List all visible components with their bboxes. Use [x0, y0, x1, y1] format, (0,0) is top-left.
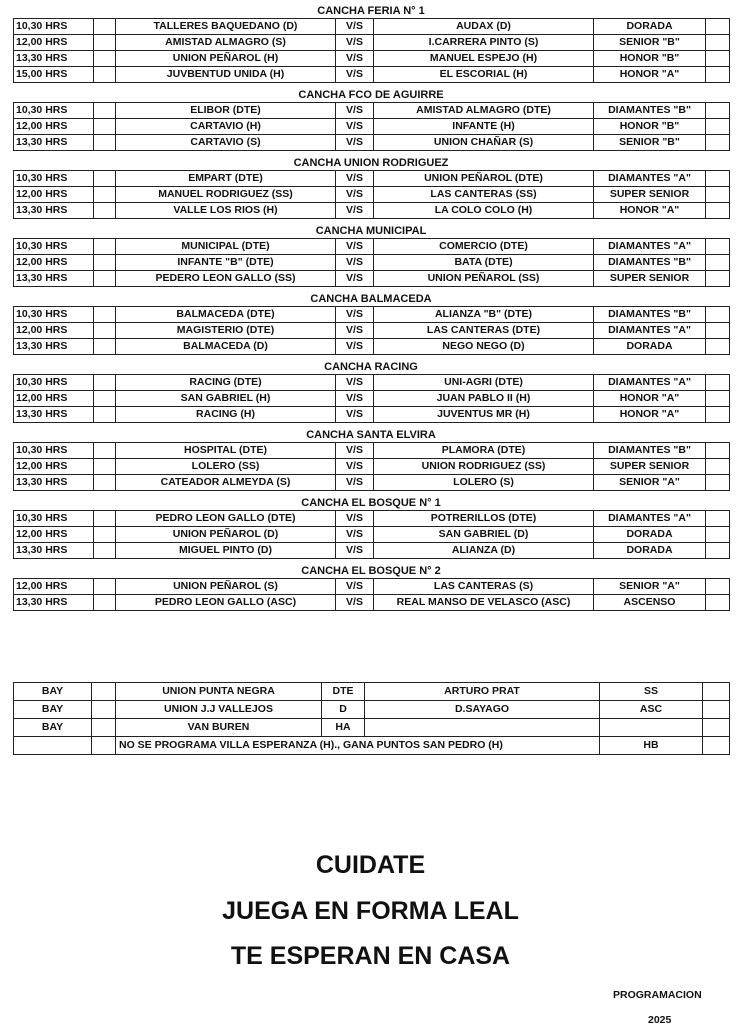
match-time: 15,00 HRS	[14, 67, 94, 83]
bay-category: HA	[322, 719, 365, 737]
blank-cell	[94, 103, 116, 119]
bay-code	[600, 719, 703, 737]
away-team: LAS CANTERAS (SS)	[374, 187, 594, 203]
versus: V/S	[336, 271, 374, 287]
home-team: RACING (H)	[116, 407, 336, 423]
match-row	[14, 339, 730, 355]
away-team: REAL MANSO DE VELASCO (ASC)	[374, 595, 594, 611]
court-title: CANCHA RACING	[324, 361, 418, 373]
home-team: EMPART (DTE)	[116, 171, 336, 187]
versus: V/S	[336, 459, 374, 475]
match-row	[14, 103, 730, 119]
blank-cell	[94, 67, 116, 83]
blank-cell	[706, 391, 730, 407]
blank-cell	[94, 51, 116, 67]
blank-cell	[706, 375, 730, 391]
home-team: PEDERO LEON GALLO (SS)	[116, 271, 336, 287]
blank-cell	[706, 239, 730, 255]
match-row	[14, 271, 730, 287]
blank-cell	[94, 475, 116, 491]
bay-section	[13, 682, 729, 755]
blank-cell	[14, 737, 92, 755]
match-row	[14, 67, 730, 83]
blank-cell	[92, 701, 116, 719]
category: HONOR "A"	[594, 407, 706, 423]
home-team: ELIBOR (DTE)	[116, 103, 336, 119]
blank-cell	[706, 271, 730, 287]
bay-other-team: ARTURO PRAT	[365, 683, 600, 701]
match-table	[13, 374, 730, 423]
versus: V/S	[336, 255, 374, 271]
bay-row	[14, 701, 730, 719]
away-team: UNION RODRIGUEZ (SS)	[374, 459, 594, 475]
match-time: 10,30 HRS	[14, 239, 94, 255]
category: HONOR "B"	[594, 51, 706, 67]
match-time: 12,00 HRS	[14, 255, 94, 271]
blank-cell	[706, 255, 730, 271]
match-table	[13, 578, 730, 611]
court-title: CANCHA FERIA N° 1	[317, 5, 425, 17]
home-team: UNION PEÑAROL (D)	[116, 527, 336, 543]
match-row	[14, 203, 730, 219]
court-section	[13, 292, 729, 355]
versus: V/S	[336, 323, 374, 339]
blank-cell	[92, 683, 116, 701]
bay-code: SS	[600, 683, 703, 701]
match-row	[14, 511, 730, 527]
away-team: I.CARRERA PINTO (S)	[374, 35, 594, 51]
match-time: 10,30 HRS	[14, 307, 94, 323]
versus: V/S	[336, 171, 374, 187]
footer-year: 2025	[648, 1014, 672, 1026]
category: DIAMANTES "B"	[594, 103, 706, 119]
match-row	[14, 307, 730, 323]
match-row	[14, 19, 730, 35]
bay-other-team: D.SAYAGO	[365, 701, 600, 719]
home-team: MIGUEL PINTO (D)	[116, 543, 336, 559]
versus: V/S	[336, 239, 374, 255]
match-row	[14, 375, 730, 391]
home-team: INFANTE "B" (DTE)	[116, 255, 336, 271]
blank-cell	[706, 35, 730, 51]
versus: V/S	[336, 35, 374, 51]
blank-cell	[706, 171, 730, 187]
blank-cell	[706, 443, 730, 459]
away-team: BATA (DTE)	[374, 255, 594, 271]
versus: V/S	[336, 543, 374, 559]
versus: V/S	[336, 203, 374, 219]
match-time: 13,30 HRS	[14, 135, 94, 151]
home-team: JUVBENTUD UNIDA (H)	[116, 67, 336, 83]
court-title: CANCHA EL BOSQUE N° 1	[301, 497, 441, 509]
blank-cell	[706, 67, 730, 83]
match-row	[14, 459, 730, 475]
match-row	[14, 171, 730, 187]
category: DIAMANTES "A"	[594, 323, 706, 339]
match-time: 13,30 HRS	[14, 595, 94, 611]
versus: V/S	[336, 187, 374, 203]
blank-cell	[706, 407, 730, 423]
court-title: CANCHA UNION RODRIGUEZ	[293, 157, 449, 169]
match-time: 13,30 HRS	[14, 543, 94, 559]
blank-cell	[706, 51, 730, 67]
match-time: 13,30 HRS	[14, 203, 94, 219]
away-team: INFANTE (H)	[374, 119, 594, 135]
away-team: COMERCIO (DTE)	[374, 239, 594, 255]
blank-cell	[706, 307, 730, 323]
home-team: AMISTAD ALMAGRO (S)	[116, 35, 336, 51]
match-time: 10,30 HRS	[14, 443, 94, 459]
blank-cell	[706, 475, 730, 491]
match-row	[14, 595, 730, 611]
blank-cell	[94, 135, 116, 151]
match-time: 10,30 HRS	[14, 171, 94, 187]
category: DIAMANTES "B"	[594, 443, 706, 459]
away-team: EL ESCORIAL (H)	[374, 67, 594, 83]
blank-cell	[703, 701, 730, 719]
category: ASCENSO	[594, 595, 706, 611]
match-time: 10,30 HRS	[14, 103, 94, 119]
versus: V/S	[336, 307, 374, 323]
court-title: CANCHA BALMACEDA	[310, 293, 432, 305]
category: DORADA	[594, 339, 706, 355]
home-team: UNION PEÑAROL (S)	[116, 579, 336, 595]
bay-team: UNION J.J VALLEJOS	[116, 701, 322, 719]
category: DIAMANTES "B"	[594, 307, 706, 323]
blank-cell	[92, 719, 116, 737]
court-section	[13, 156, 729, 219]
bay-team: UNION PUNTA NEGRA	[116, 683, 322, 701]
match-time: 12,00 HRS	[14, 187, 94, 203]
bay-label: BAY	[14, 683, 92, 701]
away-team: UNION PEÑAROL (SS)	[374, 271, 594, 287]
versus: V/S	[336, 375, 374, 391]
blank-cell	[94, 595, 116, 611]
match-row	[14, 51, 730, 67]
match-row	[14, 475, 730, 491]
away-team: NEGO NEGO (D)	[374, 339, 594, 355]
away-team: ALIANZA (D)	[374, 543, 594, 559]
home-team: CARTAVIO (H)	[116, 119, 336, 135]
blank-cell	[94, 255, 116, 271]
bay-category: DTE	[322, 683, 365, 701]
blank-cell	[706, 459, 730, 475]
blank-cell	[94, 391, 116, 407]
schedule	[13, 4, 729, 616]
match-row	[14, 579, 730, 595]
category: SENIOR "A"	[594, 579, 706, 595]
category: SUPER SENIOR	[594, 459, 706, 475]
blank-cell	[706, 579, 730, 595]
bay-table	[13, 682, 730, 755]
home-team: VALLE LOS RIOS (H)	[116, 203, 336, 219]
match-row	[14, 391, 730, 407]
blank-cell	[706, 527, 730, 543]
home-team: HOSPITAL (DTE)	[116, 443, 336, 459]
home-team: BALMACEDA (DTE)	[116, 307, 336, 323]
match-row	[14, 323, 730, 339]
versus: V/S	[336, 51, 374, 67]
match-time: 13,30 HRS	[14, 51, 94, 67]
blank-cell	[706, 595, 730, 611]
away-team: JUVENTUS MR (H)	[374, 407, 594, 423]
match-time: 13,30 HRS	[14, 475, 94, 491]
court-title: CANCHA SANTA ELVIRA	[306, 429, 436, 441]
blank-cell	[706, 119, 730, 135]
blank-cell	[703, 737, 730, 755]
home-team: CATEADOR ALMEYDA (S)	[116, 475, 336, 491]
blank-cell	[94, 579, 116, 595]
bay-note-row	[14, 737, 730, 755]
blank-cell	[94, 35, 116, 51]
home-team: MAGISTERIO (DTE)	[116, 323, 336, 339]
home-team: CARTAVIO (S)	[116, 135, 336, 151]
slogan-line-2: JUEGA EN FORMA LEAL	[222, 897, 519, 925]
blank-cell	[703, 719, 730, 737]
court-section	[13, 88, 729, 151]
match-time: 10,30 HRS	[14, 19, 94, 35]
away-team: AUDAX (D)	[374, 19, 594, 35]
category: SENIOR "A"	[594, 475, 706, 491]
blank-cell	[706, 511, 730, 527]
versus: V/S	[336, 511, 374, 527]
home-team: SAN GABRIEL (H)	[116, 391, 336, 407]
match-time: 10,30 HRS	[14, 375, 94, 391]
bay-note-code: HB	[600, 737, 703, 755]
match-row	[14, 119, 730, 135]
away-team: SAN GABRIEL (D)	[374, 527, 594, 543]
blank-cell	[706, 103, 730, 119]
bay-category: D	[322, 701, 365, 719]
match-row	[14, 443, 730, 459]
match-row	[14, 35, 730, 51]
blank-cell	[706, 323, 730, 339]
blank-cell	[94, 443, 116, 459]
versus: V/S	[336, 119, 374, 135]
match-time: 12,00 HRS	[14, 527, 94, 543]
blank-cell	[94, 187, 116, 203]
home-team: UNION PEÑAROL (H)	[116, 51, 336, 67]
home-team: TALLERES BAQUEDANO (D)	[116, 19, 336, 35]
category: DORADA	[594, 543, 706, 559]
match-row	[14, 543, 730, 559]
away-team: UNION PEÑAROL (DTE)	[374, 171, 594, 187]
court-title: CANCHA EL BOSQUE N° 2	[301, 565, 441, 577]
home-team: MUNICIPAL (DTE)	[116, 239, 336, 255]
away-team: UNI-AGRI (DTE)	[374, 375, 594, 391]
away-team: POTRERILLOS (DTE)	[374, 511, 594, 527]
away-team: MANUEL ESPEJO (H)	[374, 51, 594, 67]
blank-cell	[94, 307, 116, 323]
blank-cell	[703, 683, 730, 701]
blank-cell	[94, 375, 116, 391]
slogan-line-1: CUIDATE	[315, 851, 426, 879]
bay-label: BAY	[14, 701, 92, 719]
versus: V/S	[336, 475, 374, 491]
match-time: 12,00 HRS	[14, 119, 94, 135]
match-time: 12,00 HRS	[14, 391, 94, 407]
match-row	[14, 187, 730, 203]
versus: V/S	[336, 443, 374, 459]
blank-cell	[94, 339, 116, 355]
match-row	[14, 527, 730, 543]
match-time: 13,30 HRS	[14, 339, 94, 355]
match-row	[14, 135, 730, 151]
category: HONOR "A"	[594, 203, 706, 219]
match-time: 13,30 HRS	[14, 407, 94, 423]
home-team: LOLERO (SS)	[116, 459, 336, 475]
blank-cell	[706, 543, 730, 559]
home-team: BALMACEDA (D)	[116, 339, 336, 355]
away-team: ALIANZA "B" (DTE)	[374, 307, 594, 323]
versus: V/S	[336, 527, 374, 543]
slogan-line-3: TE ESPERAN EN CASA	[230, 942, 511, 970]
bay-team: VAN BUREN	[116, 719, 322, 737]
match-time: 12,00 HRS	[14, 35, 94, 51]
blank-cell	[94, 543, 116, 559]
blank-cell	[94, 407, 116, 423]
match-table	[13, 18, 730, 83]
category: HONOR "A"	[594, 67, 706, 83]
court-section	[13, 496, 729, 559]
blank-cell	[706, 339, 730, 355]
home-team: MANUEL RODRIGUEZ (SS)	[116, 187, 336, 203]
court-section	[13, 4, 729, 83]
blank-cell	[94, 271, 116, 287]
versus: V/S	[336, 135, 374, 151]
away-team: AMISTAD ALMAGRO (DTE)	[374, 103, 594, 119]
category: DIAMANTES "A"	[594, 511, 706, 527]
court-section	[13, 564, 729, 611]
category: SENIOR "B"	[594, 35, 706, 51]
category: DORADA	[594, 19, 706, 35]
category: HONOR "A"	[594, 391, 706, 407]
match-row	[14, 255, 730, 271]
versus: V/S	[336, 407, 374, 423]
court-section	[13, 224, 729, 287]
versus: V/S	[336, 67, 374, 83]
blank-cell	[92, 737, 116, 755]
blank-cell	[94, 239, 116, 255]
away-team: UNION CHAÑAR (S)	[374, 135, 594, 151]
away-team: LA COLO COLO (H)	[374, 203, 594, 219]
blank-cell	[706, 19, 730, 35]
match-table	[13, 442, 730, 491]
category: DIAMANTES "A"	[594, 239, 706, 255]
versus: V/S	[336, 103, 374, 119]
match-time: 12,00 HRS	[14, 459, 94, 475]
match-time: 10,30 HRS	[14, 511, 94, 527]
versus: V/S	[336, 391, 374, 407]
blank-cell	[94, 459, 116, 475]
bay-code: ASC	[600, 701, 703, 719]
away-team: JUAN PABLO II (H)	[374, 391, 594, 407]
away-team: PLAMORA (DTE)	[374, 443, 594, 459]
category: DIAMANTES "A"	[594, 375, 706, 391]
match-table	[13, 510, 730, 559]
category: DORADA	[594, 527, 706, 543]
away-team: LAS CANTERAS (S)	[374, 579, 594, 595]
blank-cell	[94, 171, 116, 187]
match-row	[14, 407, 730, 423]
blank-cell	[94, 527, 116, 543]
category: SENIOR "B"	[594, 135, 706, 151]
home-team: PEDRO LEON GALLO (ASC)	[116, 595, 336, 611]
home-team: RACING (DTE)	[116, 375, 336, 391]
match-time: 13,30 HRS	[14, 271, 94, 287]
category: DIAMANTES "B"	[594, 255, 706, 271]
bay-row	[14, 719, 730, 737]
match-table	[13, 102, 730, 151]
blank-cell	[706, 203, 730, 219]
court-section	[13, 428, 729, 491]
bay-row	[14, 683, 730, 701]
bay-note: NO SE PROGRAMA VILLA ESPERANZA (H)., GANA PUNTOS SAN PEDRO (H)	[116, 737, 600, 755]
match-table	[13, 306, 730, 355]
blank-cell	[94, 323, 116, 339]
category: SUPER SENIOR	[594, 271, 706, 287]
blank-cell	[94, 511, 116, 527]
match-time: 12,00 HRS	[14, 323, 94, 339]
blank-cell	[94, 19, 116, 35]
match-table	[13, 170, 730, 219]
home-team: PEDRO LEON GALLO (DTE)	[116, 511, 336, 527]
court-title: CANCHA FCO DE AGUIRRE	[298, 89, 444, 101]
versus: V/S	[336, 579, 374, 595]
bay-other-team	[365, 719, 600, 737]
court-section	[13, 360, 729, 423]
versus: V/S	[336, 19, 374, 35]
match-table	[13, 238, 730, 287]
blank-cell	[706, 135, 730, 151]
match-time: 12,00 HRS	[14, 579, 94, 595]
court-title: CANCHA MUNICIPAL	[315, 225, 427, 237]
versus: V/S	[336, 339, 374, 355]
blank-cell	[94, 119, 116, 135]
category: SUPER SENIOR	[594, 187, 706, 203]
blank-cell	[706, 187, 730, 203]
match-row	[14, 239, 730, 255]
footer-label: PROGRAMACION	[613, 989, 702, 1001]
versus: V/S	[336, 595, 374, 611]
away-team: LAS CANTERAS (DTE)	[374, 323, 594, 339]
bay-label: BAY	[14, 719, 92, 737]
category: HONOR "B"	[594, 119, 706, 135]
category: DIAMANTES "A"	[594, 171, 706, 187]
away-team: LOLERO (S)	[374, 475, 594, 491]
blank-cell	[94, 203, 116, 219]
